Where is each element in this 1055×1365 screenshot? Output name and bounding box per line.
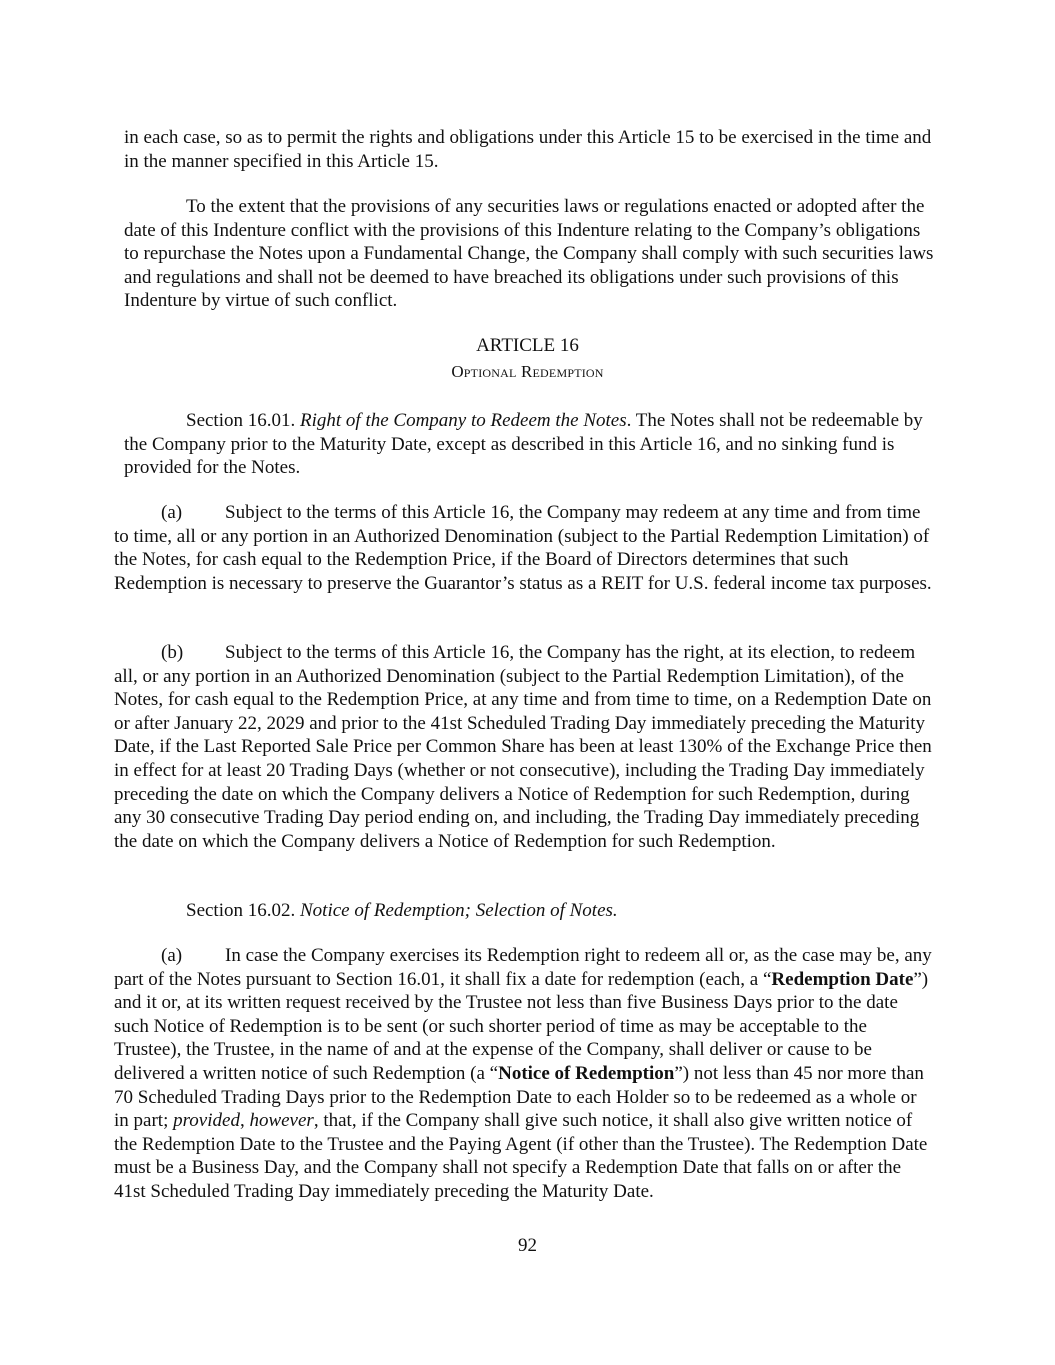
- clause-16-01-a: [114, 501, 934, 595]
- paragraph-continuation: [124, 126, 934, 173]
- section-number: Section 16.01.: [186, 410, 296, 431]
- clause-16-01-b: [114, 641, 934, 853]
- article-title: [0, 360, 1055, 384]
- section-16-02: [124, 899, 934, 923]
- defined-term: Notice of Redemption: [498, 1062, 675, 1084]
- article-number: ARTICLE 16: [476, 335, 579, 356]
- clause-text: In case the Company exercises its Redemption right to redeem all or, as the case may be, any part of the Notes pursuant to Section 16.01, it shall fix a date for redemption (each, a “: [114, 945, 932, 990]
- article-heading: [0, 334, 1055, 358]
- defined-term: Redemption Date: [771, 968, 914, 990]
- clause-text: Subject to the terms of this Article 16, the Company may redeem at any time and from time to time, all or any portion in an Authorized Denomination (subject to the Partial Redemption Limitation) of the Notes, for cash equal to the Redemption Price, if the Board of Directors determines that such Redemption is necessary to preserve the Guarantor’s status as a REIT for U.S. federal income tax purposes.: [114, 502, 932, 594]
- article-title-text: Optional Redemption: [451, 362, 604, 381]
- clause-16-02-a: [114, 944, 934, 1204]
- emphasis: provided: [173, 1110, 240, 1132]
- section-16-01: [124, 409, 934, 480]
- paragraph-securities-laws: [124, 195, 934, 313]
- section-text: . The Notes shall not be redeemable by the Company prior to the Maturity Date, except as described in this Article 16, and no sinking fund is provided for the Notes.: [124, 410, 923, 479]
- paragraph-text: To the extent that the provisions of any securities laws or regulations enacted or adopted after the date of this Indenture conflict with the provisions of this Indenture relating to the Company’s obligations to repurchase the Notes upon a Fundamental Change, the Company shall comply with such securities laws and regulations and shall not be deemed to have breached its obligations under such provisions of this Indenture by virtue of such conflict.: [124, 196, 934, 312]
- paragraph-text: in each case, so as to permit the rights and obligations under this Article 15 to be exercised in the time and in the manner specified in this Article 15.: [124, 127, 932, 172]
- emphasis: however: [249, 1110, 314, 1132]
- clause-label: (b): [161, 642, 184, 663]
- section-number: Section 16.02.: [186, 900, 296, 921]
- clause-label: (a): [161, 945, 183, 966]
- section-title: Right of the Company to Redeem the Notes: [300, 410, 627, 431]
- page-number: [0, 1234, 1055, 1258]
- page-number-text: 92: [518, 1235, 537, 1256]
- clause-text: , that, if the Company shall give such notice, it shall also give written notice of the Redemption Date to the Trustee and the Paying Agent (if other than the Trustee). The Redemption Date must be a Business Day, and the Company shall not specify a Redemption Date that falls on or after the 41st Scheduled Trading Day immediately preceding the Maturity Date.: [114, 1110, 928, 1202]
- clause-text: ”) not less than 45 nor more than 70 Scheduled Trading Days prior to the Redemption Date to each Holder so to be redeemed as a whole or in part;: [114, 1062, 924, 1132]
- clause-text: ,: [239, 1110, 250, 1132]
- clause-text: ”) and it or, at its written request received by the Trustee not less than five Business Days prior to the date such Notice of Redemption is to be sent (or such shorter period of time as may be acceptable to the Trustee), the Trustee, in the name of and at the expense of the Company, shall deliver or cause to be delivered a written notice of such Redemption (a “: [114, 968, 929, 1084]
- clause-text: Subject to the terms of this Article 16, the Company has the right, at its election, to redeem all, or any portion in an Authorized Denomination (subject to the Partial Redemption Limitation), of the Notes, for cash equal to the Redemption Price, at any time and from time to time, on a Redemption Date on or after January 22, 2029 and prior to the 41st Scheduled Trading Day immediately preceding the Maturity Date, if the Last Reported Sale Price per Common Share has been at least 130% of the Exchange Price then in effect for at least 20 Trading Days (whether or not consecutive), including the Trading Day immediately preceding the date on which the Company delivers a Notice of Redemption for such Redemption, during any 30 consecutive Trading Day period ending on, and including, the Trading Day immediately preceding the date on which the Company delivers a Notice of Redemption for such Redemption.: [114, 642, 932, 852]
- clause-label: (a): [161, 502, 183, 523]
- section-title: Notice of Redemption; Selection of Notes.: [300, 900, 618, 921]
